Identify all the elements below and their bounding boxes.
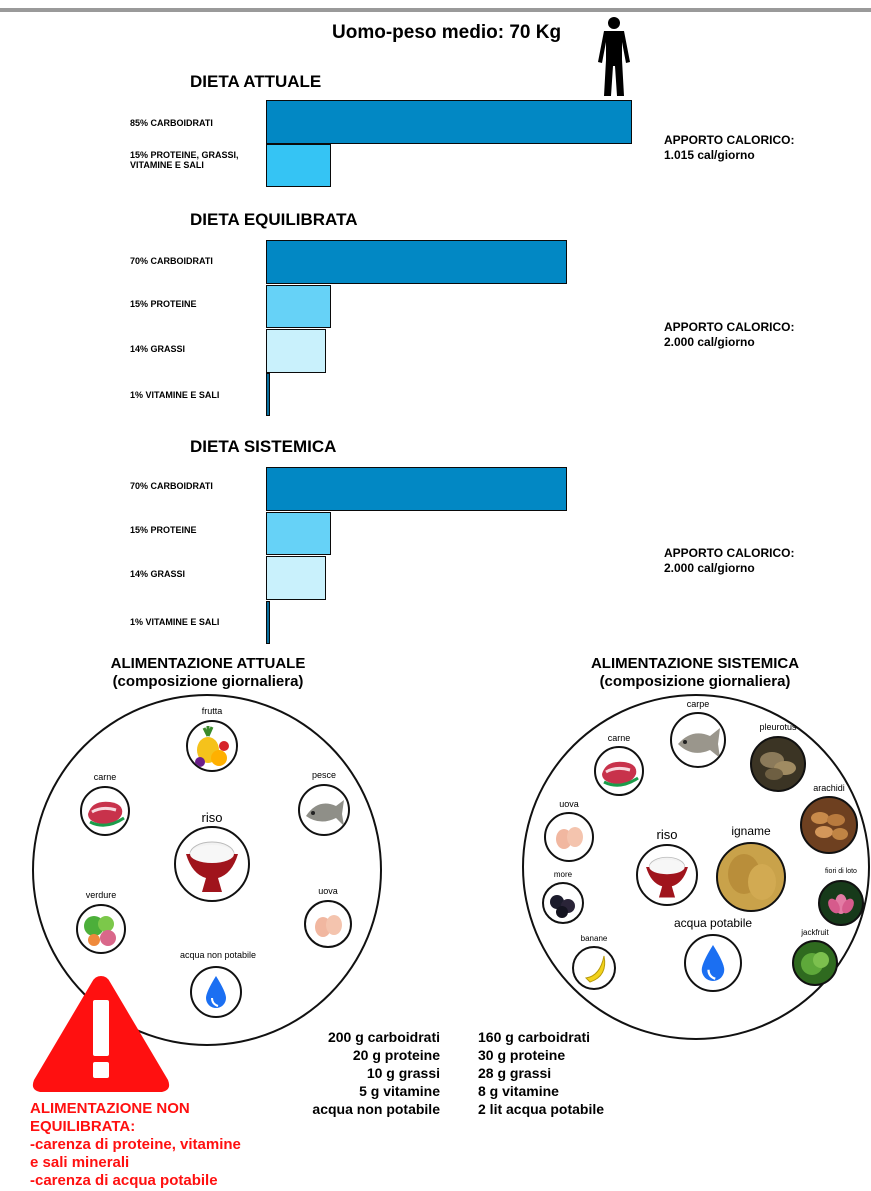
- food-acqua-potabile: [674, 916, 753, 992]
- meat-icon: [82, 788, 128, 834]
- amount-line: 20 g proteine: [352, 1047, 440, 1063]
- food-label: jackfruit: [801, 928, 829, 937]
- bar-label: 70% CARBOIDRATI: [130, 481, 213, 491]
- food-banane: [572, 934, 616, 990]
- bar-dieta-equilibrata-2: [266, 329, 326, 373]
- food-label: frutta: [201, 706, 223, 716]
- annotation-label: APPORTO CALORICO:: [664, 133, 795, 147]
- food-label: banane: [580, 934, 608, 943]
- plate-subheading: (composizione giornaliera): [112, 673, 304, 690]
- food-label: carne: [607, 733, 631, 743]
- amount-line: 5 g vitamine: [359, 1083, 440, 1099]
- bar-label: 15% PROTEINE: [130, 525, 197, 535]
- peanuts-icon: [802, 798, 856, 852]
- warning-triangle-icon: [28, 972, 174, 1096]
- food-carne: [80, 772, 130, 836]
- food-riso: [174, 810, 250, 902]
- food-label: arachidi: [813, 783, 845, 793]
- food-uova: [304, 886, 352, 948]
- food-carpe: [670, 699, 726, 768]
- page-title: Uomo-peso medio: 70 Kg: [332, 22, 562, 43]
- food-label: more: [553, 870, 573, 879]
- bar-dieta-equilibrata-3: [266, 373, 270, 416]
- warning-line: EQUILIBRATA:: [30, 1118, 136, 1135]
- food-jackfruit: [792, 928, 838, 986]
- warning-line: ALIMENTAZIONE NON: [30, 1100, 190, 1117]
- food-label: pleurotus: [759, 722, 797, 732]
- person-silhouette-icon: [592, 16, 636, 98]
- annotation-value: 2.000 cal/giorno: [664, 561, 755, 575]
- annotation-label: APPORTO CALORICO:: [664, 546, 795, 560]
- bar-dieta-sistemica-3: [266, 601, 270, 644]
- food-fiori-di-loto: [818, 868, 864, 926]
- eggs-icon: [546, 814, 592, 860]
- amount-line: 160 g carboidrati: [478, 1029, 591, 1045]
- bar-label: 1% VITAMINE E SALI: [130, 390, 220, 400]
- amounts-sistemica: [478, 1028, 604, 1118]
- amount-line: 28 g grassi: [478, 1065, 552, 1081]
- plate-heading: ALIMENTAZIONE ATTUALE: [110, 655, 306, 672]
- amount-line: acqua non potabile: [312, 1101, 440, 1117]
- food-label: verdure: [85, 890, 117, 900]
- bar-dieta-attuale-1: [266, 144, 331, 187]
- plate-title-sistemica: [560, 655, 830, 691]
- annotation-value: 1.015 cal/giorno: [664, 148, 755, 162]
- plate-heading: ALIMENTAZIONE SISTEMICA: [590, 655, 800, 672]
- amount-line: 8 g vitamine: [478, 1083, 559, 1099]
- warning-line: e sali minerali: [30, 1154, 130, 1171]
- food-frutta: [186, 706, 238, 772]
- annotation-value: 2.000 cal/giorno: [664, 335, 755, 349]
- bar-dieta-sistemica-2: [266, 556, 326, 600]
- meat-icon: [596, 748, 642, 794]
- amount-line: 2 lit acqua potabile: [478, 1101, 605, 1117]
- bar-label: 14% GRASSI: [130, 344, 186, 354]
- chart-title-attuale: DIETA ATTUALE: [190, 72, 322, 91]
- rice-bowl-icon: [638, 846, 696, 904]
- bar-dieta-equilibrata-1: [266, 285, 331, 328]
- calorie-annotation: [664, 320, 794, 350]
- food-uova: [544, 799, 594, 862]
- food-label: riso: [656, 827, 678, 842]
- food-label: acqua non potabile: [180, 950, 257, 960]
- bar-dieta-sistemica-0: [266, 467, 567, 511]
- food-acqua-non-potabile: [180, 950, 257, 1018]
- bar-label: 85% CARBOIDRATI: [130, 118, 213, 128]
- food-label: uova: [559, 799, 579, 809]
- bar-dieta-equilibrata-0: [266, 240, 567, 284]
- fruit-icon: [188, 722, 236, 770]
- food-label: carne: [93, 772, 117, 782]
- jackfruit-icon: [794, 942, 836, 984]
- food-more: [542, 870, 584, 924]
- food-label: uova: [318, 886, 338, 896]
- water-drop-icon: [192, 968, 240, 1016]
- amount-line: 30 g proteine: [478, 1047, 566, 1063]
- carp-icon: [672, 714, 724, 766]
- bar-dieta-sistemica-1: [266, 512, 331, 555]
- food-arachidi: [800, 783, 858, 854]
- warning-text: [30, 1100, 241, 1190]
- chart-title-sistemica: DIETA SISTEMICA: [190, 437, 337, 456]
- bar-label: 14% GRASSI: [130, 569, 186, 579]
- bar-label: 15% PROTEINE, GRASSI, VITAMINE E SALI: [130, 150, 239, 170]
- blackberries-icon: [544, 884, 582, 922]
- amount-line: 200 g carboidrati: [327, 1029, 440, 1045]
- plate-subheading: (composizione giornaliera): [599, 673, 791, 690]
- calorie-annotation: [664, 546, 794, 576]
- bar-label: 70% CARBOIDRATI: [130, 256, 213, 266]
- bar-label: 15% PROTEINE: [130, 299, 197, 309]
- banana-icon: [574, 948, 614, 988]
- food-label: pesce: [311, 770, 337, 780]
- food-label: riso: [201, 810, 223, 825]
- lotus-flower-icon: [820, 882, 862, 924]
- annotation-label: APPORTO CALORICO:: [664, 320, 795, 334]
- bar-dieta-attuale-0: [266, 100, 632, 144]
- vegetables-icon: [78, 906, 124, 952]
- amounts-attuale: [312, 1028, 440, 1118]
- chart-title-equilibrata: DIETA EQUILIBRATA: [190, 210, 358, 229]
- top-divider: [0, 8, 871, 12]
- plate-title-attuale: [78, 655, 338, 691]
- food-label: igname: [731, 824, 771, 838]
- food-label: acqua potabile: [674, 916, 753, 930]
- food-label: carpe: [686, 699, 710, 709]
- yam-icon: [718, 844, 784, 910]
- food-label: fiori di loto: [825, 868, 857, 875]
- fish-icon: [300, 786, 348, 834]
- bar-label: 1% VITAMINE E SALI: [130, 617, 220, 627]
- water-drop-icon: [686, 936, 740, 990]
- warning-line: -carenza di proteine, vitamine: [30, 1136, 241, 1153]
- food-riso: [636, 827, 698, 906]
- food-verdure: [76, 890, 126, 954]
- food-carne: [594, 733, 644, 796]
- amount-line: 10 g grassi: [366, 1065, 440, 1081]
- calorie-annotation: [664, 133, 794, 163]
- rice-bowl-icon: [176, 828, 248, 900]
- food-pesce: [298, 770, 350, 836]
- food-igname: [716, 824, 786, 912]
- eggs-icon: [306, 902, 350, 946]
- warning-line: -carenza di acqua potabile: [30, 1172, 218, 1189]
